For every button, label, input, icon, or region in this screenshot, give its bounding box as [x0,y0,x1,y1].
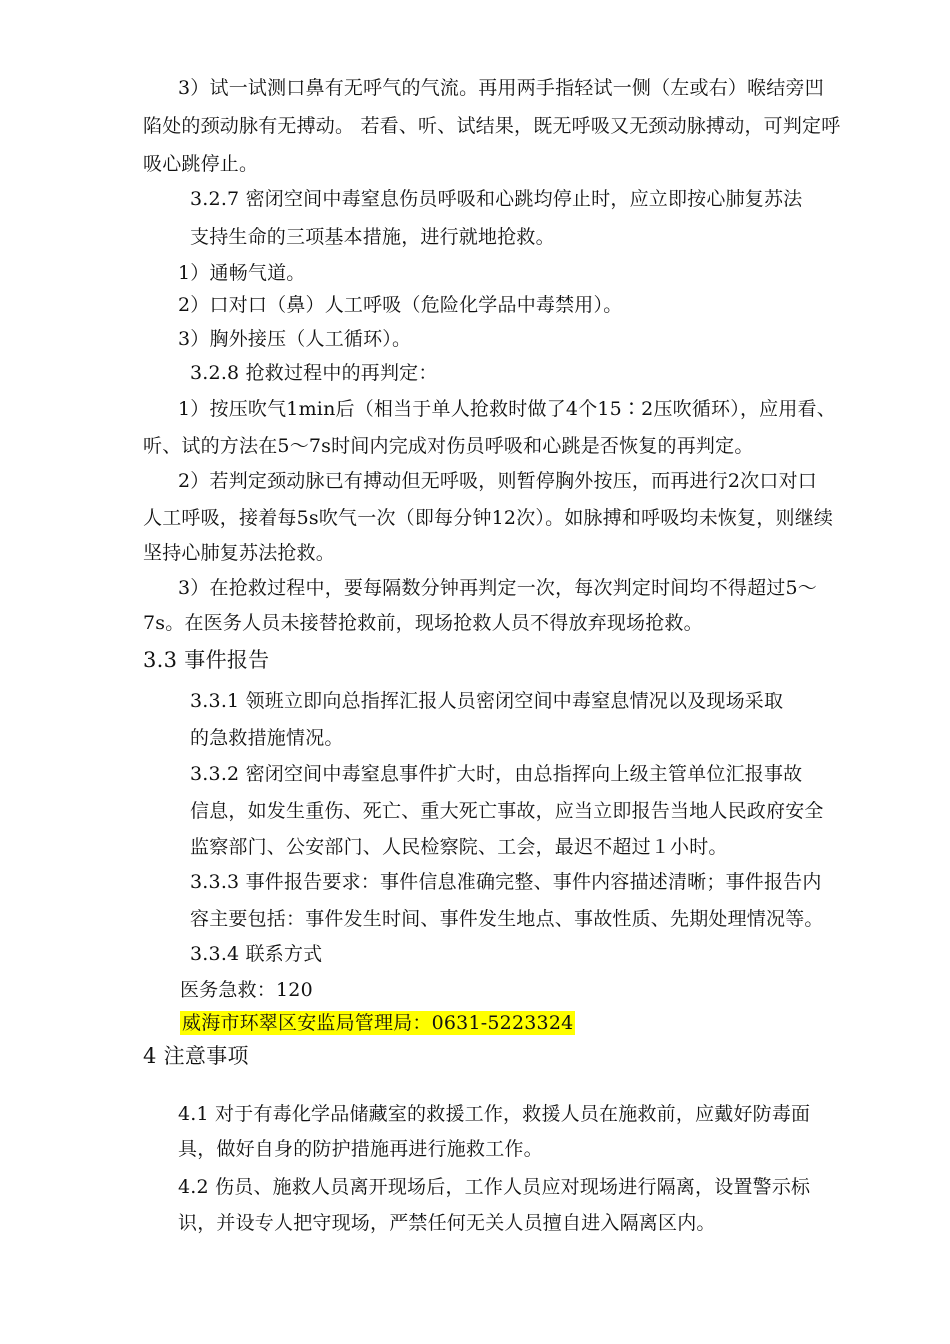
measure-item: 1）通畅气道。 [178,262,306,284]
note-4-2-line: 识，并设专人把守现场，严禁任何无关人员擅自进入隔离区内。 [178,1212,716,1234]
recheck-3-line: 3）在抢救过程中，要每隔数分钟再判定一次，每次判定时间均不得超过5～ [178,577,817,599]
recheck-3-line: 7s。在医务人员未接替抢救前，现场抢救人员不得放弃现场抢救。 [143,612,703,634]
section-3-2-7-line: 3.2.7 密闭空间中毒窒息伤员呼吸和心跳均停止时，应立即按心肺复苏法 [190,188,803,210]
contact-safety-bureau [180,1011,575,1035]
recheck-2-line: 坚持心肺复苏法抢救。 [143,542,336,564]
section-3-3-1-line: 3.3.1 领班立即向总指挥汇报人员密闭空间中毒窒息情况以及现场采取 [190,690,784,712]
section-3-3-2-line: 3.3.2 密闭空间中毒窒息事件扩大时，由总指挥向上级主管单位汇报事故 [190,763,803,785]
section-3-2-8-heading: 3.2.8 抢救过程中的再判定： [190,362,438,384]
section-3-3-2-line: 监察部门、公安部门、人民检察院、工会，最迟不超过１小时。 [190,836,728,858]
note-4-1-line: 具，做好自身的防护措施再进行施救工作。 [178,1138,543,1160]
section-3-3-3-line: 容主要包括：事件发生时间、事件发生地点、事故性质、先期处理情况等。 [190,908,824,930]
recheck-2-line: 人工呼吸，接着每5s吹气一次（即每分钟12次）。如脉搏和呼吸均未恢复，则继续 [143,507,834,529]
paragraph-line: 陷处的颈动脉有无搏动。 若看、听、试结果，既无呼吸又无颈动脉搏动，可判定呼 [143,115,841,137]
contact-medical: 医务急救：120 [180,979,313,1001]
recheck-1-line: 1）按压吹气1min后（相当于单人抢救时做了4个15∶2压吹循环），应用看、 [178,398,836,420]
section-3-3-2-line: 信息，如发生重伤、死亡、重大死亡事故，应当立即报告当地人民政府安全 [190,800,824,822]
section-3-3-1-line: 的急救措施情况。 [190,727,344,749]
paragraph-line: 3）试一试测口鼻有无呼气的气流。再用两手指轻试一侧（左或右）喉结旁凹 [178,77,824,99]
note-4-2-line: 4.2 伤员、施救人员离开现场后，工作人员应对现场进行隔离，设置警示标 [178,1176,811,1198]
section-3-2-7-line: 支持生命的三项基本措施，进行就地抢救。 [190,226,555,248]
highlighted-contact: 威海市环翠区安监局管理局：0631-5223324 [182,1012,574,1034]
measure-item: 2）口对口（鼻）人工呼吸（危险化学品中毒禁用）。 [178,294,623,316]
paragraph-line: 吸心跳停止。 [143,153,259,175]
section-3-3-heading: 3.3 事件报告 [143,648,270,672]
measure-item: 3）胸外接压（人工循环）。 [178,328,412,350]
recheck-2-line: 2）若判定颈动脉已有搏动但无呼吸，则暂停胸外按压，而再进行2次口对口 [178,470,817,492]
section-4-heading: 4 注意事项 [143,1044,249,1068]
note-4-1-line: 4.1 对于有毒化学品储藏室的救援工作，救援人员在施救前，应戴好防毒面 [178,1103,811,1125]
recheck-1-line: 听、试的方法在5～7s时间内完成对伤员呼吸和心跳是否恢复的再判定。 [143,435,754,457]
section-3-3-4-heading: 3.3.4 联系方式 [190,943,323,965]
section-3-3-3-line: 3.3.3 事件报告要求：事件信息准确完整、事件内容描述清晰；事件报告内 [190,871,822,893]
